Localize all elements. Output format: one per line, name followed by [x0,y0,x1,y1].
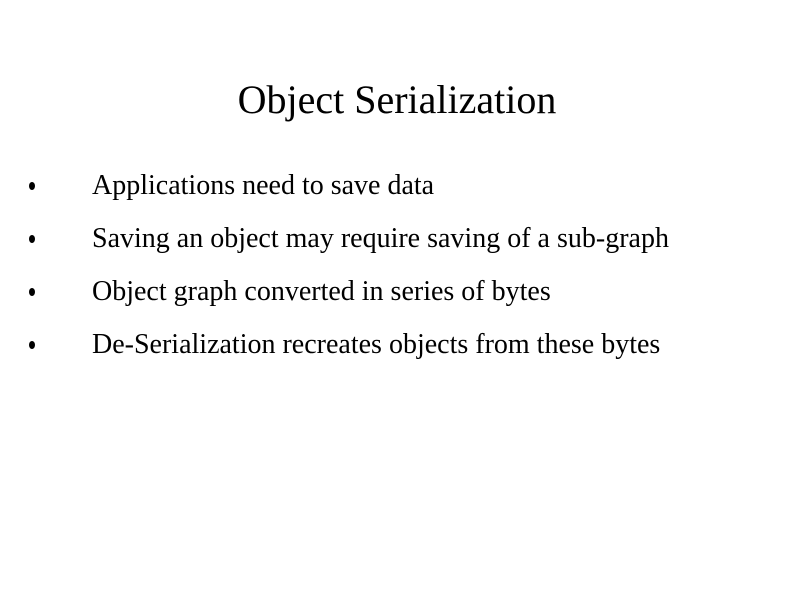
bullet-list [29,168,719,363]
bullet-text: Applications need to save data [92,170,435,201]
bullet-dot-icon [29,235,35,243]
bullet-dot-icon [29,288,35,296]
bullet-text: Saving an object may require saving of a sub-graph [92,223,669,254]
slide-title: Object Serialization [237,77,557,122]
bullet-dot-icon [29,341,35,349]
bullet-item [29,327,719,363]
bullet-text: De-Serialization recreates objects from these bytes [92,329,661,360]
bullet-text: Object graph converted in series of bytes [92,276,551,307]
bullet-item [29,221,719,257]
bullet-item [29,168,719,204]
bullet-dot-icon [29,182,35,190]
bullet-item [29,274,719,310]
